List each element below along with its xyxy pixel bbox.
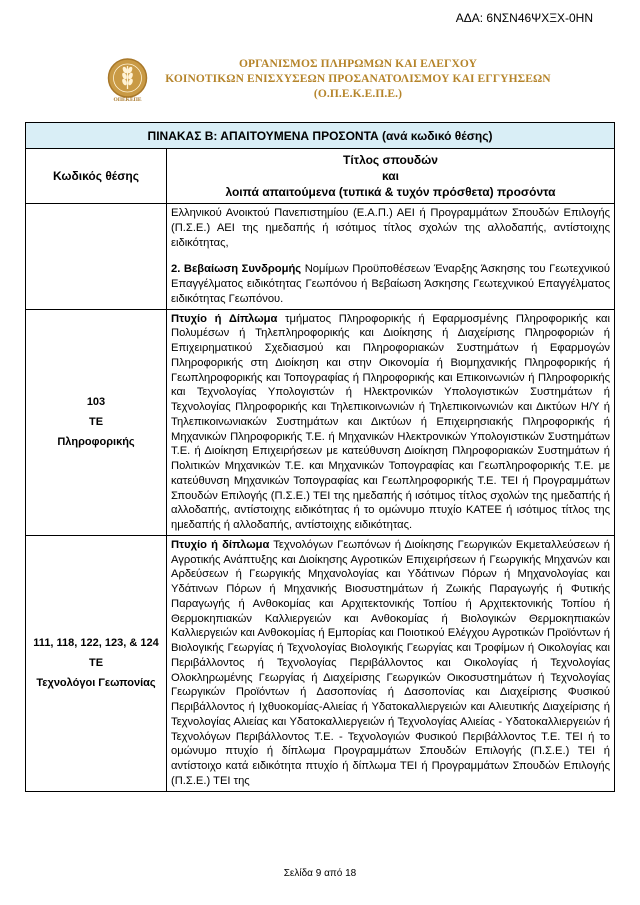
table-title: ΠΙΝΑΚΑΣ Β: ΑΠΑΙΤΟΥΜΕΝΑ ΠΡΟΣΟΝΤΑ (ανά κωδικό θέσης) [26,123,615,149]
header-line-1: Τίτλος σπουδών [343,153,438,167]
header-line-2: και [382,169,400,183]
table-row [26,535,615,791]
qualifications-table [25,122,615,792]
header-line-3: λοιπά απαιτούμενα (τυπικά & τυχόν πρόσθετα) προσόντα [225,185,556,199]
position-code-cell [26,309,167,535]
qualification-text: 2. Βεβαίωση Συνδρομής Νομίμων Προϋποθέσεων Έναρξης Άσκησης του Γεωτεχνικού Επαγγέλματος ειδικότητας Γεωπόνου ή Βεβαίωση Άσκησης Γεωτεχνικού Επαγγέλματος ειδικότητας Γεωπόνου. [171,263,611,305]
position-category: ΤΕ [88,416,104,429]
org-line-1: ΟΡΓΑΝΙΣΜΟΣ ΠΛΗΡΩΜΩΝ ΚΑΙ ΕΛΕΓΧΟΥ [238,58,478,70]
organization-header [158,57,558,102]
org-line-3: (Ο.Π.Ε.Κ.Ε.Π.Ε.) [313,88,403,100]
table-row [26,309,615,535]
qualification-cell [167,204,615,310]
position-code-cell [26,535,167,791]
position-code: 111, 118, 122, 123, & 124 [33,637,159,650]
qualification-cell [167,309,615,535]
table-header-row [26,149,615,204]
wheat-emblem-icon [104,57,151,102]
qualification-cell [167,535,615,791]
table-title-row [26,123,615,149]
qualification-text: Πτυχίο ή δίπλωμα Τεχνολόγων Γεωπόνων ή Διοίκησης Γεωργικών Εκμεταλλεύσεων ή Αγροτικής Ανάπτυξης και Διοίκησης Αγροτικών Επιχειρήσεων ή Γεωργικής Μηχανών και Αρδεύσεων ή Γεωργικής Μηχανολογίας και Υδάτινων Πόρων ή Μηχανολογίας και Υδάτινων Πόρων ή Μηχανικής Βιοσυστημάτων ή Ζωικής Παραγωγής ή Φυτικής Παραγωγής ή Ανθοκομίας και Αρχιτεκτονικής Τοπίου ή Αρχιτεκτονικής Τοπίου ή Θερμοκηπιακών Καλλιεργειών και Ανθοκομίας ή Βιολογικών Θερμοκηπιακών Καλλιεργειών και Ανθοκομίας ή Εμπορίας και Ποιοτικού Ελέγχου Αγροτικών Προϊόντων ή Βιολογικής Γεωργίας ή Τεχνολογίας Βιολογικής Γεωργίας και Τροφίμων ή Οικολογίας και Περιβάλλοντος ή Τεχνολογίας Περιβάλλοντος και Οικολογίας ή Τεχνολογίας Ολοκληρωμένης Γεωργίας ή Διαχείρισης Γεωργικών Οικοσυστημάτων ή Τεχνολογίας Γεωργικών Προϊόντων ή Δασοπονίας ή Δασοπονίας και Διαχείρισης Φυσικού Περιβάλλοντος ή Ιχθυοκομίας-Αλιείας ή Υδατοκαλλιεργειών και Αλιευτικής Διαχείρισης ή Τεχνολογίας Αλιείας και Υδατοκαλλιεργειών ή Τεχνολογίας Αλιείας - Υδατοκαλλιεργειών ή Τεχνολόγων Περιβάλλοντος Τ.Ε. - Τεχνολογιών Φυσικού Περιβάλλοντος Τ.Ε. ΤΕΙ ή το ομώνυμο πτυχίο ή δίπλωμα Προγραμμάτων Σπουδών Επιλογής (Π.Σ.Ε.) ΤΕΙ ή αντίστοιχο κατά ειδικότητα πτυχίο ή δίπλωμα ΤΕΙ ή Προγραμμάτων Σπουδών Επιλογής (Π.Σ.Ε.) ΤΕΙ της [171,538,611,787]
position-category: ΤΕ [88,657,104,670]
position-code: 103 [86,396,106,409]
org-line-2: ΚΟΙΝΟΤΙΚΩΝ ΕΝΙΣΧΥΣΕΩΝ ΠΡΟΣΑΝΑΤΟΛΙΣΜΟΥ ΚΑΙ ΕΓΓΥΗΣΕΩΝ [165,73,551,85]
ada-code: ΑΔΑ: 6ΝΣΝ46ΨΧΞΧ-0ΗΝ [455,11,593,25]
position-code-cell [26,204,167,310]
col-header-qualifications [167,149,615,204]
position-specialty: Τεχνολόγοι Γεωπονίας [36,677,156,690]
page-number: Σελίδα 9 από 18 [283,868,357,879]
qualification-text: Ελληνικού Ανοικτού Πανεπιστημίου (Ε.Α.Π.) ΑΕΙ ή Προγραμμάτων Σπουδών Επιλογής (Π.Σ.Ε.) ΑΕΙ της ημεδαπής ή ισότιμος τίτλος σχολών της αλλοδαπής, αντίστοιχης ειδικότητας, [171,207,611,249]
qualification-text: Πτυχίο ή Δίπλωμα τμήματος Πληροφορικής ή Εφαρμοσμένης Πληροφορικής και Πολυμέσων ή Τηλεπληροφορικής και Διοίκησης ή Διαχείρισης Πληροφοριών ή Επιχειρηματικού Σχεδιασμού και Πληροφοριακών Συστημάτων ή Εφαρμογών Πληροφορικής στη Διοίκηση και στην Οικονομία ή Βιομηχανικής Πληροφορικής ή Γεωπληροφορικής και Τοπογραφίας ή Πληροφορικής και Επικοινωνιών ή Πληροφορικής και Τεχνολογίας Υπολογιστών ή Ηλεκτρονικών Υπολογιστικών Συστημάτων ή Τεχνολογίας Πληροφορικής και Τηλεπικοινωνιών ή Τηλεπικοινωνιών και Δικτύων Η/Υ ή Τηλεπικοινωνιακών Συστημάτων και Δικτύων ή Επιχειρησιακής Πληροφορικής ή Μηχανικών Πληροφορικής Τ.Ε. ή Μηχανικών Ηλεκτρονικών Υπολογιστικών Συστημάτων Τ.Ε. ή Διοίκηση Επιχειρήσεων με κατεύθυνση Διοίκηση Πληροφοριακών Συστημάτων ή Πολιτικών Μηχανικών Τ.Ε. και Μηχανικών Τοπογραφίας και Γεωπληροφορικής Τ.Ε. με κατεύθυνση Μηχανικών Τοπογραφίας και Γεωπληροφορικής Τ.Ε. ΤΕΙ ή Προγραμμάτων Σπουδών Επιλογής (Π.Σ.Ε.) ΤΕΙ της ημεδαπής ή ισότιμος τίτλος σχολών της ημεδαπής ή αλλοδαπής, αντίστοιχης ειδικότητας ή το ομώνυμο πτυχίο ΚΑΤΕΕ ή ισότιμος τίτλος της ημεδαπής ή αλλοδαπής, αντίστοιχης ειδικότητας. [171,312,611,531]
table-row [26,204,615,310]
col-header-code: Κωδικός θέσης [26,149,167,204]
position-specialty: Πληροφορικής [57,436,135,449]
emblem-text: ΟΠΕΚΕΠΕ [113,97,142,102]
